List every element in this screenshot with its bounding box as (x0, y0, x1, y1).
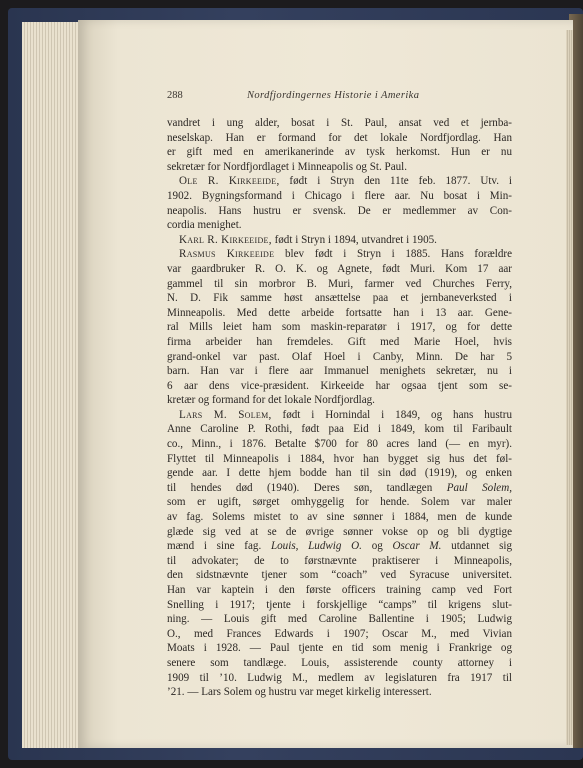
page-header (167, 90, 512, 106)
text-line: Flyttet til Minneapolis i 1884, hvor han bygget sig hus det føl- (167, 452, 512, 465)
text-line: av fag. Solems mistet to av sine sønner i 1884, men de kunde (167, 511, 512, 524)
text-line: ning. — Louis gift med Caroline Ballentine i 1905; Ludwig (167, 613, 512, 626)
text-line: som er ugift, sørget omhyggelig for hende. Solem var maler (167, 496, 512, 509)
person-name: Paul Solem, (446, 481, 512, 494)
text-line: til advokater; de to førstnævnte praktiserer i Minneapolis, (167, 554, 512, 567)
text-line: 1902. Bygningsformand i Chicago i flere aar. Nu bosat i Min- (167, 189, 512, 202)
text-line: ral Mills leiet ham som maskin-reparatør i 1917, og for dette (167, 321, 512, 334)
text-line: gende aar. I dette hjem bodde han til sin død (1919), og enken (167, 467, 512, 480)
text-line: neapolis. Hans hustru er svensk. De er medlemmer av Con- (167, 204, 512, 217)
text-line: kretær og formand for det lokale Nordfjordlag. (167, 394, 375, 407)
text-line: N. D. Fik samme høst ansættelse paa et jernbaneverksted i (167, 292, 512, 305)
text-line: er gift med en amerikanerinde av tysk herkomst. Hun er nu (167, 146, 512, 159)
text-line: Karl R. Kirkeeide, født i Stryn i 1894, utvandret i 1905. (179, 233, 437, 246)
text-line: Moats i 1928. — Paul tjente en tid som menig i Frankrige og (167, 642, 512, 655)
text-line: gammel til sin morbror B. Muri, farmer ved Churches Ferry, (167, 277, 512, 290)
text-line: co., Minn., i 1876. Betalte $700 for 80 acres land (— en myr). (167, 438, 512, 451)
page-stack-left (22, 22, 84, 748)
text-line: vandret i ung alder, bosat i St. Paul, ansat ved et jernba- (167, 117, 512, 129)
text-line: sekretær for Nordfjordlaget i Minneapolis og St. Paul. (167, 160, 408, 173)
text-line: Rasmus Kirkeeide blev født i Stryn i 1885. Hans forældre (179, 248, 512, 261)
text-line: Minneapolis. Med dette arbeide fortsatte han i 13 aar. Gene- (167, 306, 512, 319)
person-name: Oscar M. (392, 540, 442, 553)
running-title: Nordfjordingernes Historie i Amerika (247, 90, 420, 101)
page-edges-right (566, 30, 573, 745)
person-name: Rasmus Kirkeeide (179, 248, 275, 261)
text-line: Han var kaptein i den første officers training camp ved Fort (167, 584, 512, 596)
text-line: senere som tandlæge. Louis, assisterende county attorney i (167, 656, 512, 669)
person-name: Karl R. Kirkeeide, (179, 233, 272, 246)
text-line: den sidstnævnte tjener som “coach” ved Syracuse universitet. (167, 569, 512, 582)
text-line: Snelling i 1917; tjente i forskjellige “camps” til krigens slut- (167, 598, 512, 611)
text-line: O., med Frances Edwards i 1907; Oscar M., med Vivian (167, 627, 512, 640)
text-line: Anne Caroline P. Rothi, født paa Eid i 1849, kom til Faribault (167, 423, 512, 436)
text-line: Lars M. Solem, født i Hornindal i 1849, og hans hustru (179, 408, 512, 421)
text-line: neselskap. Han er formand for det lokale Nordfjordlag. Han (167, 131, 512, 144)
page-number: 288 (167, 90, 183, 101)
person-name: Lars M. Solem, (179, 408, 272, 421)
text-line: glæde sig ved at se de øvrige sønner vokse op og bli dygtige (167, 525, 512, 538)
text-line: firma arbeider han fremdeles. Gift med Marie Hoel, hvis (167, 335, 512, 348)
person-name: Louis, Ludwig O. (270, 540, 362, 553)
text-line: ’21. — Lars Solem og hustru var meget kirkelig interessert. (167, 686, 432, 699)
text-line: grand-onkel var past. Olaf Hoel i Canby, Minn. De har 5 (167, 350, 512, 363)
text-line: Ole R. Kirkeeide, født i Stryn den 11te feb. 1877. Utv. i (179, 175, 512, 188)
text-line: var gaardbruker R. O. K. og Agnete, født Muri. Kom 17 aar (167, 262, 512, 275)
person-name: Ole R. Kirkeeide, (179, 175, 280, 188)
text-line: 6 aar dens vice-præsident. Kirkeeide har ogsaa tjent som se- (167, 379, 512, 392)
text-line: mænd i sine fag. Louis, Ludwig O. og Oscar M. utdannet sig (167, 540, 513, 553)
text-line: cordia menighet. (167, 219, 242, 232)
text-line: barn. Han var i flere aar Immanuel menighets sekretær, nu i (167, 365, 512, 378)
page-body (167, 116, 512, 700)
text-line: til hendes død (1940). Deres søn, tandlægen Paul Solem, (167, 481, 512, 494)
text-line: 1909 til ’10. Ludwig M., medlem av legislaturen fra 1917 til (167, 671, 512, 684)
